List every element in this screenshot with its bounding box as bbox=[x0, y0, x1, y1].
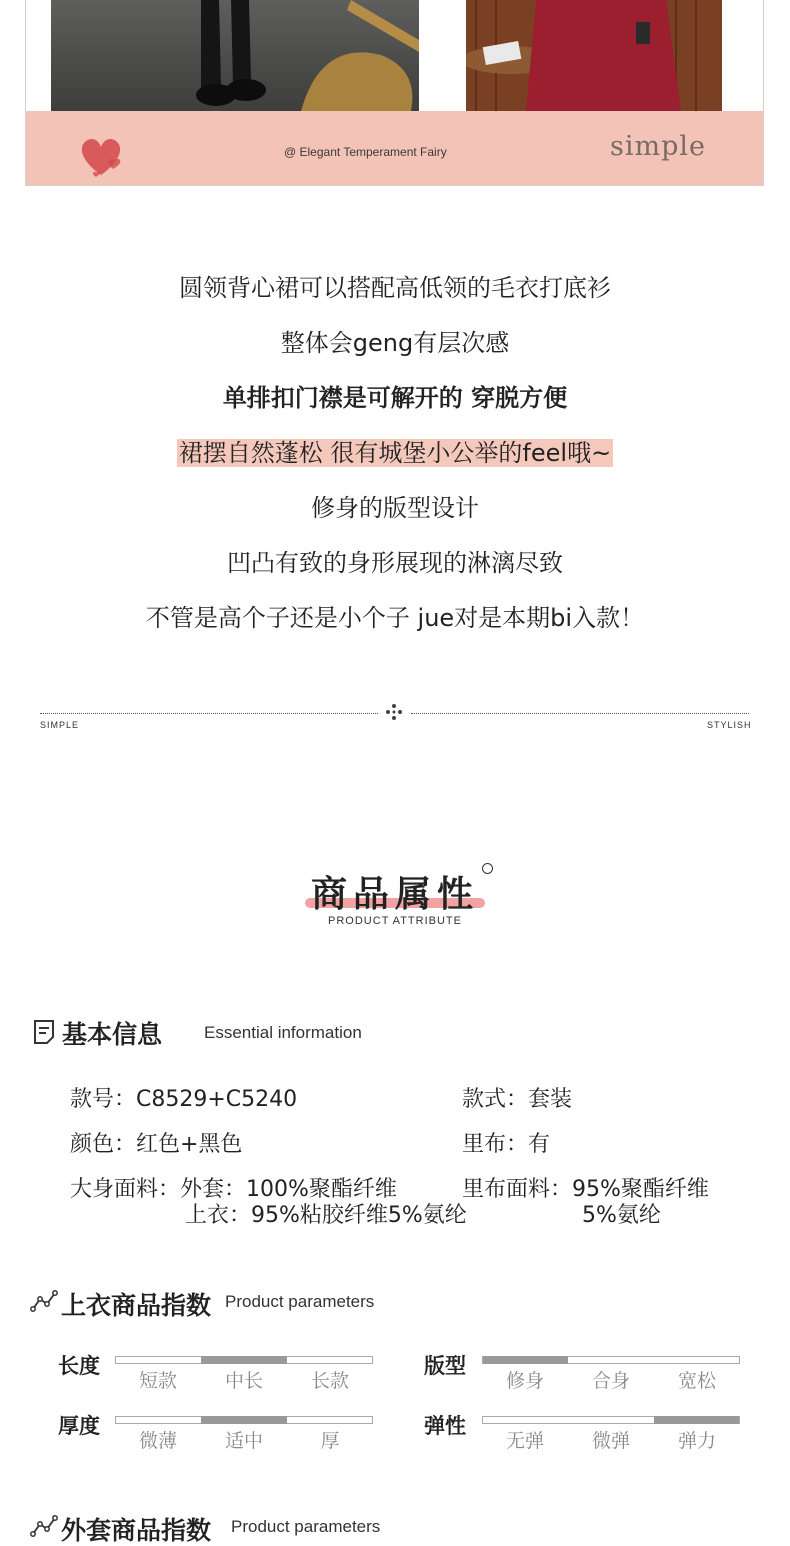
circle-ornament-icon bbox=[482, 863, 493, 874]
line-chart-icon bbox=[30, 1514, 58, 1538]
param-label-length: 长度 bbox=[58, 1354, 100, 1378]
param-options-elasticity: 无弹 微弹 弹力 bbox=[505, 1430, 716, 1452]
param-scale-length bbox=[115, 1356, 373, 1364]
description-line: 整体会geng有层次感 bbox=[280, 329, 510, 357]
description-line-highlight: 裙摆自然蓬松 很有城堡小公举的feel哦~ bbox=[178, 439, 612, 467]
divider-line-left bbox=[40, 713, 378, 714]
param-options-length: 短款 中长 长款 bbox=[138, 1370, 349, 1392]
description-line: 凹凸有致的身形展现的淋漓尽致 bbox=[227, 549, 563, 577]
info-item-no: 款号：C8529+C5240 bbox=[70, 1087, 298, 1112]
caption-band bbox=[26, 111, 763, 185]
info-color: 颜色：红色+黑色 bbox=[70, 1132, 243, 1157]
line-chart-icon bbox=[30, 1289, 58, 1313]
product-photo-left bbox=[51, 0, 419, 111]
banner-caption: @ Elegant Temperament Fairy bbox=[284, 145, 447, 159]
param-label-fit: 版型 bbox=[424, 1354, 466, 1378]
divider-label-left: SIMPLE bbox=[40, 720, 80, 730]
description-line: 单排扣门襟是可解开的 穿脱方便 bbox=[222, 384, 568, 412]
info-lining: 里布：有 bbox=[462, 1132, 551, 1157]
document-icon bbox=[32, 1019, 56, 1045]
param-scale-fit bbox=[482, 1356, 740, 1364]
basic-info-title: 基本信息 bbox=[62, 1020, 163, 1049]
info-style: 款式：套装 bbox=[462, 1087, 573, 1112]
section-title: 商品属性 bbox=[310, 874, 479, 915]
coat-params-subtitle: Product parameters bbox=[231, 1517, 381, 1536]
info-body-fabric-top: 上衣：95%粘胶纤维5%氨纶 bbox=[185, 1203, 467, 1228]
description-line: 圆领背心裙可以搭配高低领的毛衣打底衫 bbox=[179, 274, 611, 302]
product-photo-right bbox=[466, 0, 722, 111]
section-subtitle: PRODUCT ATTRIBUTE bbox=[328, 915, 462, 927]
info-lining-fabric-2: 5%氨纶 bbox=[582, 1203, 661, 1228]
param-options-fit: 修身 合身 宽松 bbox=[505, 1370, 716, 1392]
description-line: 修身的版型设计 bbox=[311, 494, 479, 522]
heart-icon bbox=[76, 131, 126, 185]
top-params-subtitle: Product parameters bbox=[225, 1292, 375, 1311]
divider-label-right: STYLISH bbox=[707, 720, 752, 730]
param-label-elasticity: 弹性 bbox=[424, 1414, 466, 1438]
info-lining-fabric: 里布面料：95%聚酯纤维 bbox=[462, 1177, 709, 1202]
top-params-title: 上衣商品指数 bbox=[61, 1291, 212, 1320]
divider-line-right bbox=[411, 713, 749, 714]
description-line: 不管是高个子还是小个子 jue对是本期bi入款！ bbox=[145, 604, 645, 632]
info-body-fabric: 大身面料：外套：100%聚酯纤维 bbox=[70, 1177, 397, 1202]
banner-brand-word: simple bbox=[610, 131, 706, 162]
photo-banner bbox=[25, 0, 764, 186]
param-scale-thickness bbox=[115, 1416, 373, 1424]
param-label-thickness: 厚度 bbox=[58, 1414, 100, 1438]
cross-ornament-icon bbox=[385, 703, 403, 721]
param-scale-elasticity bbox=[482, 1416, 740, 1424]
basic-info-subtitle: Essential information bbox=[204, 1023, 362, 1042]
coat-params-title: 外套商品指数 bbox=[61, 1516, 212, 1545]
param-options-thickness: 微薄 适中 厚 bbox=[138, 1430, 340, 1452]
